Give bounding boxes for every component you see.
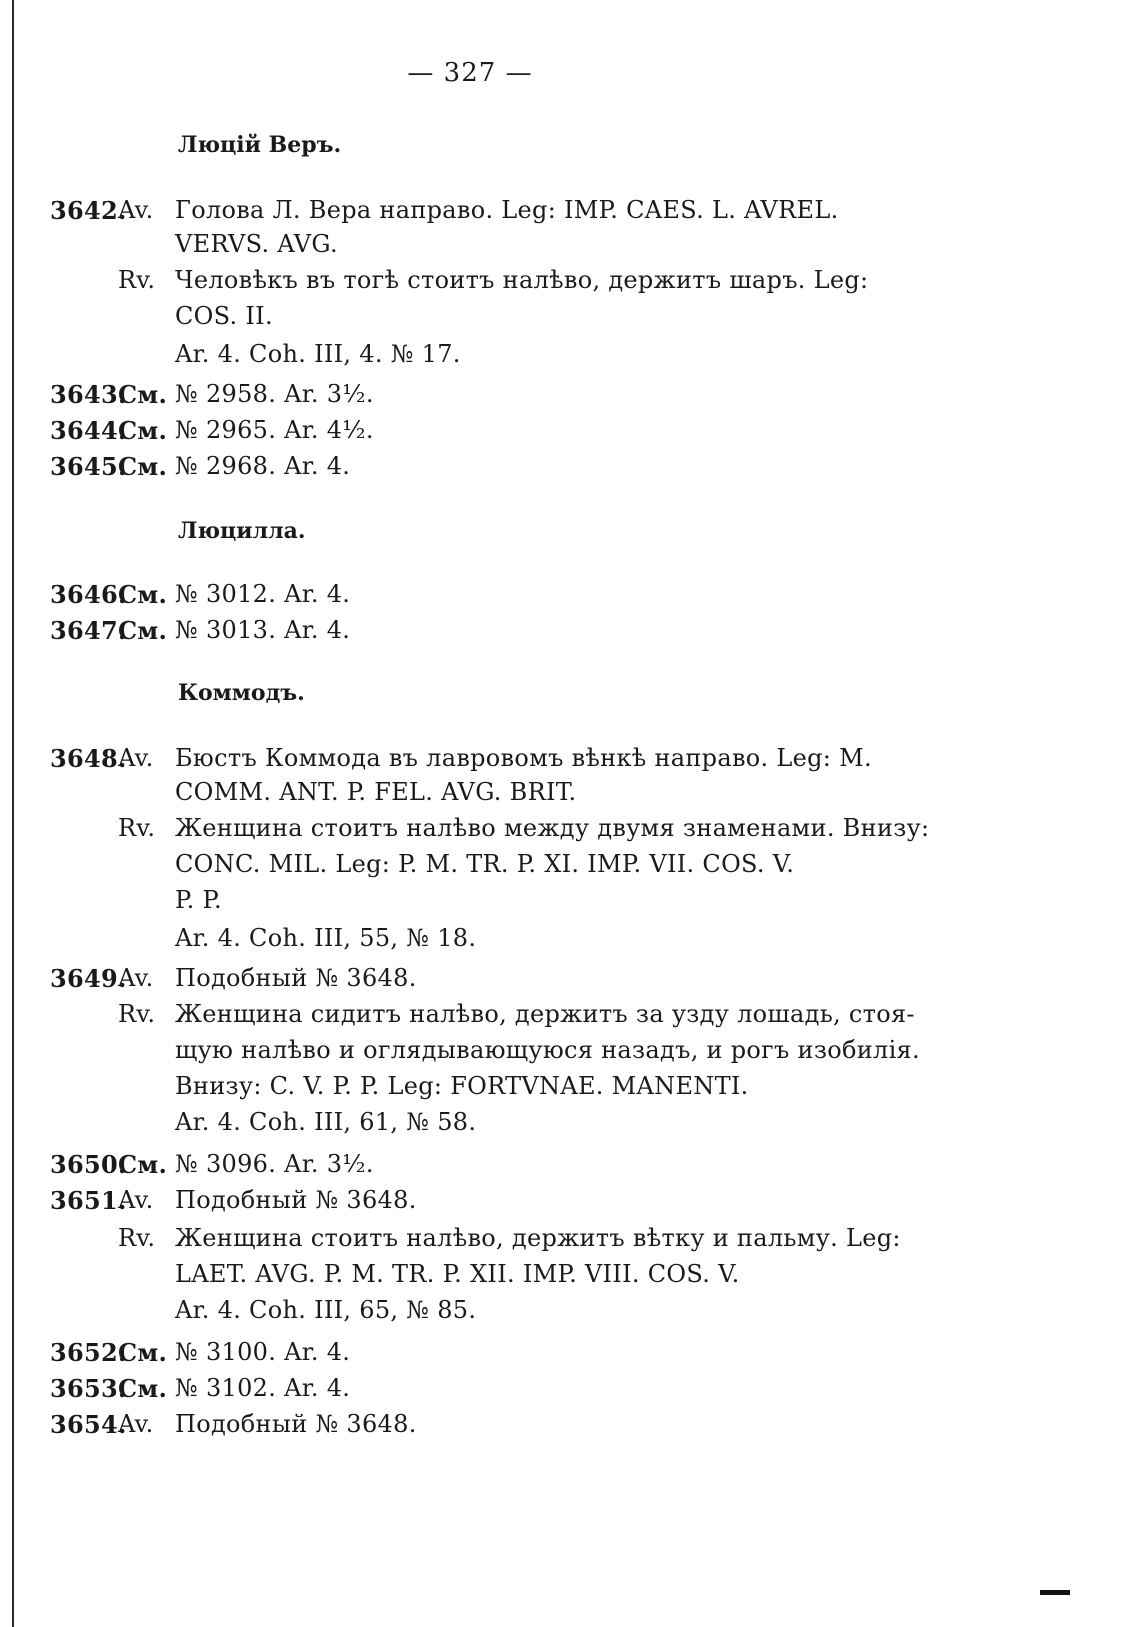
catalog-number: 3649. — [50, 964, 127, 993]
line-text: Ar. 4. Coh. III, 65, № 85. — [175, 1296, 477, 1324]
section-heading-commodus: Коммодъ. — [178, 680, 305, 706]
catalog-number: 3646. — [50, 580, 127, 609]
side-label: Rv. — [118, 814, 156, 842]
line-text: Человѣкъ въ тогѣ стоитъ налѣво, держитъ шаръ. Leg: — [175, 266, 869, 294]
side-label: Rv. — [118, 1000, 156, 1028]
line-text: Бюстъ Коммода въ лавровомъ вѣнкѣ направо. Leg: M. — [175, 744, 872, 772]
catalog-number: 3642. — [50, 196, 127, 225]
catalog-number: 3652. — [50, 1338, 127, 1367]
line-text: Женщина стоитъ налѣво между двумя знаменами. Внизу: — [175, 814, 930, 842]
line-text: № 3096. Ar. 3½. — [175, 1150, 374, 1178]
catalog-number: 3643. — [50, 380, 127, 409]
line-text: щую налѣво и оглядывающуюся назадъ, и рогъ изобилія. — [175, 1036, 920, 1064]
line-text: № 3100. Ar. 4. — [175, 1338, 351, 1366]
side-label: Av. — [118, 1186, 154, 1214]
line-text: Ar. 4. Coh. III, 4. № 17. — [175, 340, 461, 368]
section-heading-lucilla: Люцилла. — [178, 518, 306, 544]
line-text: VERVS. AVG. — [175, 230, 338, 258]
side-label: См. — [118, 1150, 168, 1179]
line-text: COS. II. — [175, 302, 273, 330]
side-label: См. — [118, 580, 168, 609]
side-label: См. — [118, 380, 168, 409]
line-text: Женщина сидитъ налѣво, держитъ за узду лошадь, стоя- — [175, 1000, 915, 1028]
side-label: Av. — [118, 964, 154, 992]
catalog-number: 3645. — [50, 452, 127, 481]
line-text: CONC. MIL. Leg: P. M. TR. P. XI. IMP. VII. COS. V. — [175, 850, 795, 878]
side-label: См. — [118, 1374, 168, 1403]
side-label: См. — [118, 616, 168, 645]
side-label: Av. — [118, 744, 154, 772]
side-label: Av. — [118, 196, 154, 224]
line-text: № 3013. Ar. 4. — [175, 616, 351, 644]
side-label: Rv. — [118, 266, 156, 294]
catalog-number: 3648. — [50, 744, 127, 773]
catalog-number: 3647. — [50, 616, 127, 645]
side-label: См. — [118, 1338, 168, 1367]
side-label: См. — [118, 416, 168, 445]
page-number: — 327 — — [407, 58, 533, 88]
print-mark — [1040, 1590, 1070, 1595]
line-text: № 2968. Ar. 4. — [175, 452, 351, 480]
line-text: Ar. 4. Coh. III, 55, № 18. — [175, 924, 477, 952]
line-text: Подобный № 3648. — [175, 1186, 417, 1214]
page-edge-line — [12, 0, 14, 1627]
line-text: LAET. AVG. P. M. TR. P. XII. IMP. VIII. COS. V. — [175, 1260, 740, 1288]
line-text: COMM. ANT. P. FEL. AVG. BRIT. — [175, 778, 577, 806]
line-text: P. P. — [175, 886, 222, 914]
line-text: Подобный № 3648. — [175, 1410, 417, 1438]
line-text: № 2965. Ar. 4½. — [175, 416, 374, 444]
side-label: См. — [118, 452, 168, 481]
line-text: № 2958. Ar. 3½. — [175, 380, 374, 408]
catalog-number: 3644. — [50, 416, 127, 445]
catalog-number: 3651. — [50, 1186, 127, 1215]
line-text: Женщина стоитъ налѣво, держитъ вѣтку и пальму. Leg: — [175, 1224, 901, 1252]
line-text: Внизу: C. V. P. P. Leg: FORTVNAE. MANENTI. — [175, 1072, 749, 1100]
catalog-number: 3653. — [50, 1374, 127, 1403]
section-heading-lucius-verus: Люцій Веръ. — [178, 132, 342, 158]
line-text: Подобный № 3648. — [175, 964, 417, 992]
side-label: Rv. — [118, 1224, 156, 1252]
side-label: Av. — [118, 1410, 154, 1438]
line-text: № 3012. Ar. 4. — [175, 580, 351, 608]
line-text: № 3102. Ar. 4. — [175, 1374, 351, 1402]
catalog-number: 3650. — [50, 1150, 127, 1179]
line-text: Голова Л. Вера направо. Leg: IMP. CAES. L. AVREL. — [175, 196, 839, 224]
line-text: Ar. 4. Coh. III, 61, № 58. — [175, 1108, 477, 1136]
catalog-number: 3654. — [50, 1410, 127, 1439]
